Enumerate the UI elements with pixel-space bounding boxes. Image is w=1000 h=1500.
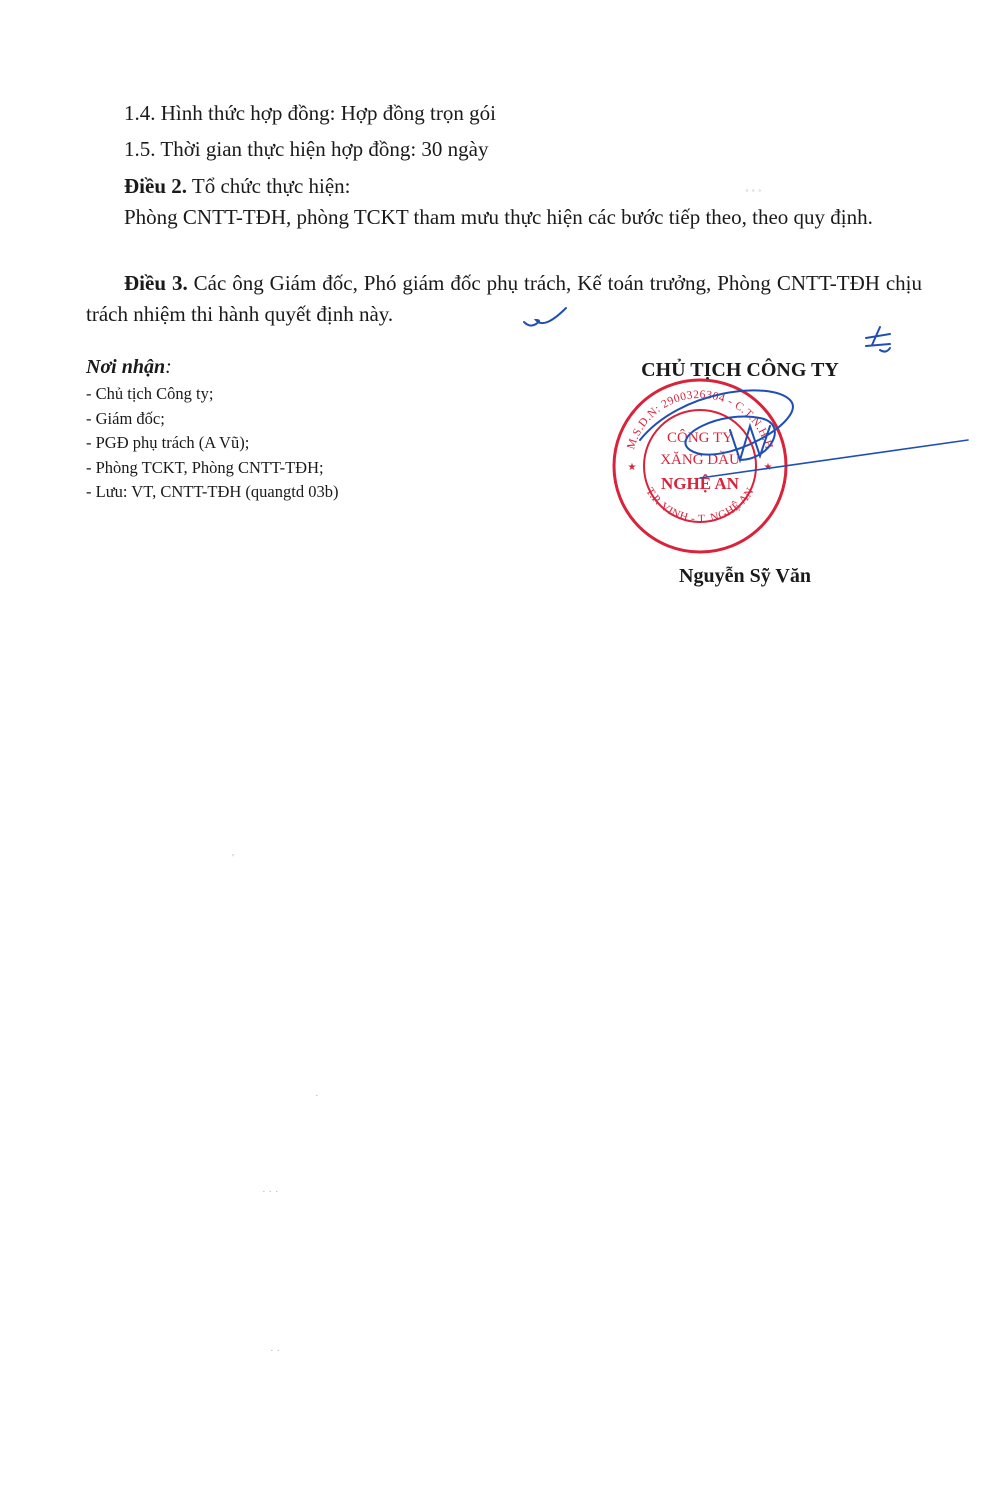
clause-1-5: 1.5. Thời gian thực hiện hợp đồng: 30 ngày — [124, 137, 489, 161]
recipient-item: - Phòng TCKT, Phòng CNTT-TĐH; — [86, 457, 324, 477]
signer-name: Nguyễn Sỹ Văn — [679, 565, 811, 587]
scan-speck: · — [315, 1090, 319, 1102]
recipient-item: - PGĐ phụ trách (A Vũ); — [86, 433, 250, 452]
scan-speck: · · · — [262, 1186, 279, 1198]
svg-text:★: ★ — [763, 462, 773, 473]
scan-speck: ' — [232, 852, 234, 864]
article-3-paragraph — [86, 268, 922, 330]
recipients-title-colon: : — [165, 356, 172, 378]
scan-speck: · · — [270, 1345, 281, 1357]
article-2-paragraph: Phòng CNTT-TĐH, phòng TCKT tham mưu thực hiện các bước tiếp theo, theo quy định. — [124, 205, 873, 229]
recipients-block — [86, 352, 506, 505]
recipients-list — [86, 382, 506, 505]
stamp-ring-top-text: M.S.D.N: 2900326304 - C.T.N.H.H — [625, 388, 775, 451]
scan-speck: ˚ ˚ ˚ — [745, 188, 762, 200]
stamp-line-1: CÔNG TY — [667, 430, 733, 446]
recipient-item: - Lưu: VT, CNTT-TĐH (quangtd 03b) — [86, 482, 339, 501]
article-2-label: Điều 2. — [124, 174, 187, 198]
company-seal-stamp — [610, 376, 790, 556]
article-3-text: Các ông Giám đốc, Phó giám đốc phụ trách, Kế toán trưởng, Phòng CNTT-TĐH chịu trách nhiệm thi hành quyết định này. — [86, 271, 922, 326]
recipient-item: - Chủ tịch Công ty; — [86, 384, 214, 403]
svg-text:★: ★ — [627, 462, 637, 473]
stamp-line-3: NGHỆ AN — [661, 474, 739, 493]
article-2-title: Tổ chức thực hiện: — [187, 174, 351, 198]
signer-title: CHỦ TỊCH CÔNG TY — [641, 359, 839, 381]
recipients-title-text: Nơi nhận — [86, 356, 166, 378]
stamp-ring-bottom-text: T.P. VINH - T. NGHỆ AN — [643, 485, 757, 526]
stamp-line-2: XĂNG DẦU — [660, 452, 740, 468]
article-2-heading — [86, 171, 922, 202]
clause-1-4: 1.4. Hình thức hợp đồng: Hợp đồng trọn gói — [124, 101, 496, 125]
recipient-item: - Giám đốc; — [86, 408, 165, 428]
article-3-label: Điều 3. — [124, 271, 188, 295]
recipients-title — [86, 352, 506, 382]
